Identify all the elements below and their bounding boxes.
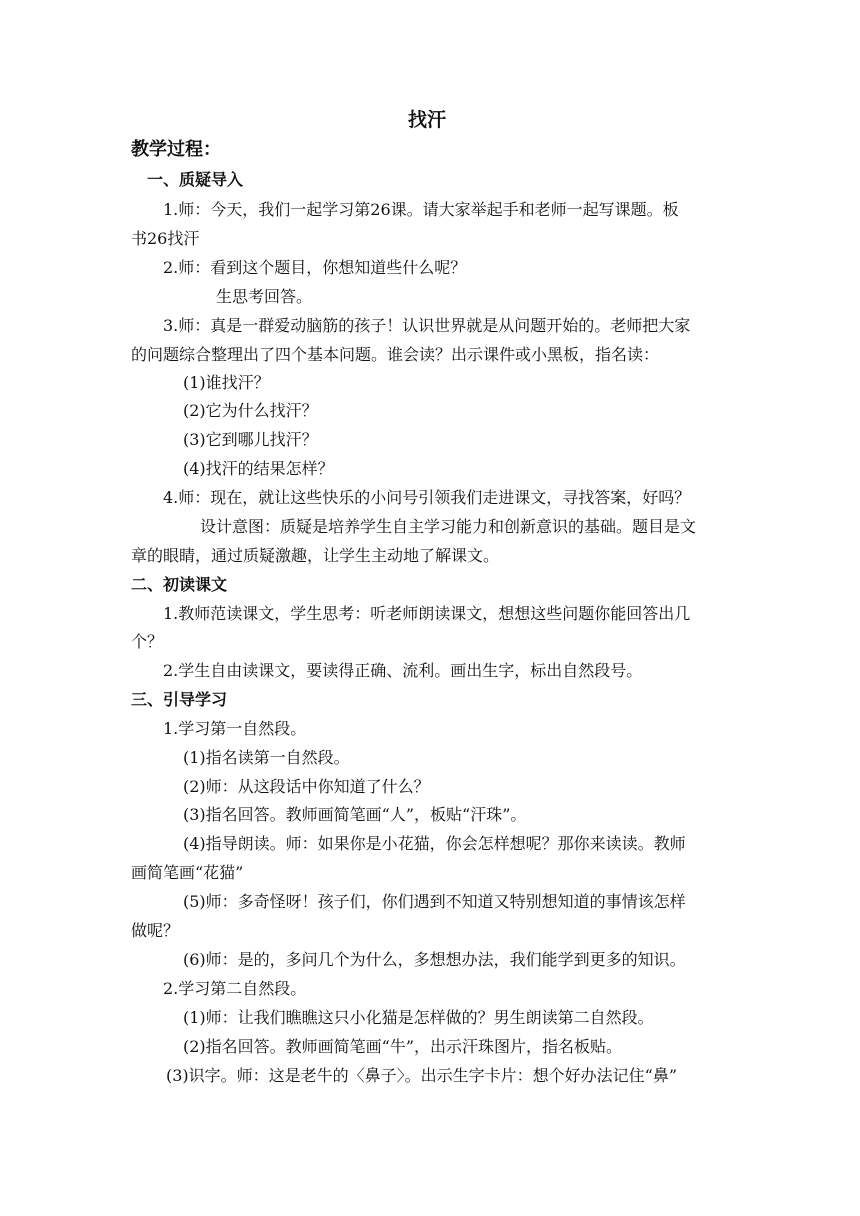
paragraph-line: 4.师：现在，就让这些快乐的小问号引领我们走进课文，寻找答案，好吗？ xyxy=(163,488,691,507)
paragraph-line: 1.师：今天，我们一起学习第26课。请大家举起手和老师一起写课题。板 xyxy=(163,200,679,219)
question-item: (2)它为什么找汗？ xyxy=(183,401,318,420)
paragraph-line: 章的眼睛，通过质疑激趣，让学生主动地了解课文。 xyxy=(131,546,500,565)
section-heading-guided-learning: 三、引导学习 xyxy=(131,690,228,709)
paragraph-line: 2.学习第二自然段。 xyxy=(163,979,307,998)
paragraph-line: 个？ xyxy=(131,632,164,651)
list-item: (2)师：从这段话中你知道了什么？ xyxy=(183,777,430,796)
list-item: (3)指名回答。教师画简笔画“人”，板贴“汗珠”。 xyxy=(183,805,527,824)
list-item: (1)指名读第一自然段。 xyxy=(183,748,350,767)
list-item: 做呢？ xyxy=(131,921,180,940)
list-item: (5)师：多奇怪呀！孩子们，你们遇到不知道又特别想知道的事情该怎样 xyxy=(183,892,686,911)
paragraph-line: 1.学习第一自然段。 xyxy=(163,719,307,738)
list-item: 画简笔画“花猫” xyxy=(131,863,244,882)
paragraph-line: 1.教师范读课文，学生思考：听老师朗读课文，想想这些问题你能回答出几 xyxy=(163,604,691,623)
question-item: (3)它到哪儿找汗？ xyxy=(183,430,318,449)
paragraph-line: 3.师：真是一群爱动脑筋的孩子！认识世界就是从问题开始的。老师把大家 xyxy=(163,316,691,335)
paragraph-line: 设计意图：质疑是培养学生自主学习能力和创新意识的基础。题目是文 xyxy=(200,517,697,536)
question-item: (4)找汗的结果怎样？ xyxy=(183,459,334,478)
list-item: (6)师：是的，多问几个为什么，多想想办法，我们能学到更多的知识。 xyxy=(183,950,686,969)
section-heading-first-reading: 二、初读课文 xyxy=(131,575,228,594)
question-item: (1)谁找汗？ xyxy=(183,373,270,392)
list-item: (3)识字。师：这是老牛的〈鼻子〉。出示生字卡片：想个好办法记住“鼻” xyxy=(166,1066,678,1085)
section-heading-intro: 一、质疑导入 xyxy=(147,170,244,189)
list-item: (4)指导朗读。师：如果你是小花猫，你会怎样想呢？那你来读读。教师 xyxy=(183,834,686,853)
teaching-process-heading: 教学过程： xyxy=(131,139,221,160)
paragraph-line: 生思考回答。 xyxy=(216,287,313,306)
paragraph-line: 2.学生自由读课文，要读得正确、流利。画出生字，标出自然段号。 xyxy=(163,661,643,680)
list-item: (1)师：让我们瞧瞧这只小化猫是怎样做的？男生朗读第二自然段。 xyxy=(183,1008,654,1027)
document-title: 找汗 xyxy=(408,109,447,131)
paragraph-line: 书26找汗 xyxy=(131,229,200,248)
paragraph-line: 的问题综合整理出了四个基本问题。谁会读？出示课件或小黑板，指名读： xyxy=(131,345,660,364)
list-item: (2)指名回答。教师画简笔画“牛”，出示汗珠图片，指名板贴。 xyxy=(183,1037,623,1056)
paragraph-line: 2.师：看到这个题目，你想知道些什么呢？ xyxy=(163,258,467,277)
